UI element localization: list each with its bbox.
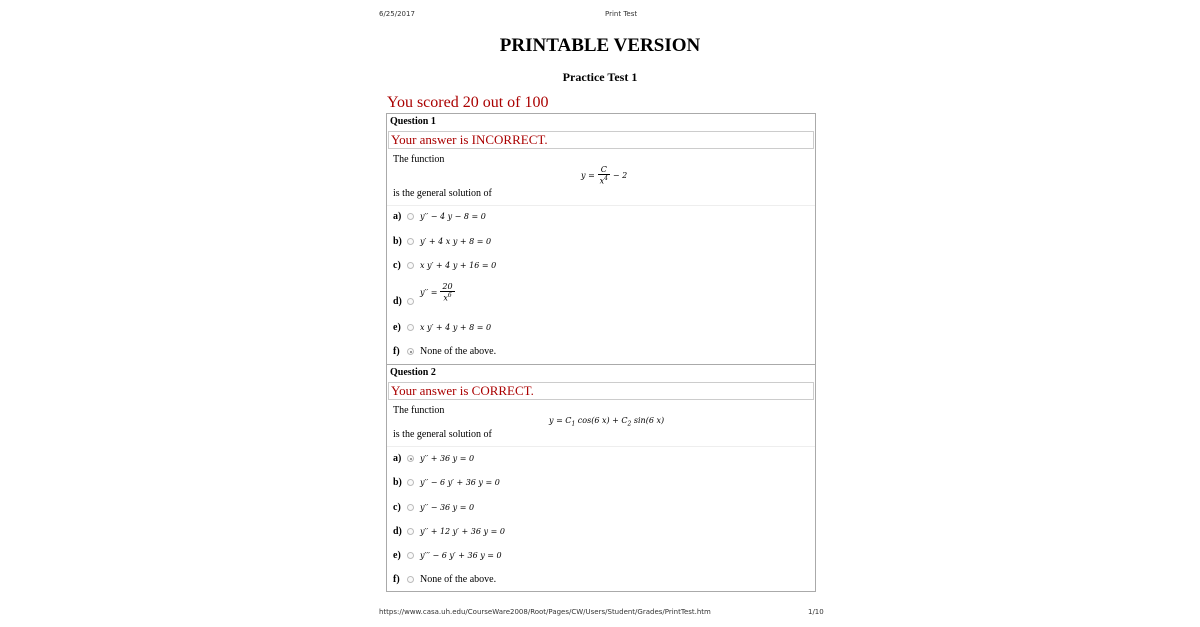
fraction-denominator: $x^6$ [443, 292, 452, 303]
option-text: y′′ − 6 y′ + 36 y = 0 [420, 478, 500, 487]
option-c[interactable] [393, 502, 474, 513]
radio-button-selected[interactable] [407, 348, 414, 355]
fraction-denominator: $x^4$ [599, 175, 608, 186]
option-f[interactable] [393, 574, 496, 585]
radio-button[interactable] [407, 298, 414, 305]
radio-button[interactable] [407, 552, 414, 559]
test-name: Practice Test 1 [562, 70, 638, 84]
option-b[interactable] [393, 236, 491, 247]
question-2-verdict: Your answer is CORRECT. [388, 382, 814, 400]
page-url: https://www.casa.uh.edu/CourseWare2008/Root/Pages/CW/Users/Student/Grades/PrintTest.htm [379, 608, 711, 616]
option-letter: a) [393, 211, 402, 222]
option-d[interactable] [393, 282, 455, 309]
option-text: y′′ − 36 y = 0 [420, 503, 475, 512]
option-text: None of the above. [420, 346, 497, 357]
option-text: x y′ + 4 y + 16 = 0 [420, 261, 497, 270]
print-date: 6/25/2017 [379, 10, 415, 18]
prompt-outro: is the general solution of [393, 188, 492, 199]
print-header-title: Print Test [605, 10, 638, 18]
function-formula: $y = C_1$ cos(6 $x) + C_2$ sin(6 x) [549, 416, 665, 428]
option-letter: b) [393, 236, 402, 247]
question-1-label: Question 1 [390, 116, 436, 127]
radio-button[interactable] [407, 324, 414, 331]
formula-tail: − 2 [612, 170, 628, 180]
option-letter: f) [393, 574, 400, 585]
radio-button-selected[interactable] [407, 455, 414, 462]
radio-button[interactable] [407, 576, 414, 583]
prompt-intro: The function [393, 154, 445, 165]
question-2-prompt [387, 400, 815, 447]
radio-button[interactable] [407, 504, 414, 511]
radio-button[interactable] [407, 238, 414, 245]
page-title: PRINTABLE VERSION [499, 35, 701, 56]
option-letter: d) [393, 526, 402, 537]
option-a[interactable] [393, 453, 474, 464]
option-text: None of the above. [420, 574, 497, 585]
radio-button[interactable] [407, 528, 414, 535]
option-letter: e) [393, 322, 401, 333]
option-letter: f) [393, 346, 400, 357]
option-c[interactable] [393, 260, 496, 271]
option-letter: a) [393, 453, 402, 464]
radio-button[interactable] [407, 479, 414, 486]
formula-lhs: y′′ = [420, 287, 438, 297]
option-letter: c) [393, 260, 401, 271]
prompt-outro: is the general solution of [393, 429, 492, 440]
page-number: 1/10 [808, 608, 824, 616]
option-e[interactable] [393, 550, 502, 561]
option-d[interactable] [393, 526, 505, 537]
prompt-intro: The function [393, 405, 445, 416]
option-f[interactable] [393, 346, 496, 357]
option-text: y′ + 4 x y + 8 = 0 [420, 237, 492, 246]
function-formula [581, 165, 627, 186]
option-b[interactable] [393, 477, 500, 488]
option-a[interactable] [393, 211, 486, 222]
radio-button[interactable] [407, 213, 414, 220]
option-text: x y′ + 4 y + 8 = 0 [420, 323, 492, 332]
option-text: y′′ − 4 y − 8 = 0 [420, 212, 486, 221]
option-text: y′′ + 36 y = 0 [420, 454, 475, 463]
option-e[interactable] [393, 322, 491, 333]
option-formula [420, 282, 455, 303]
option-text: y′′′ − 6 y′ + 36 y = 0 [420, 551, 502, 560]
question-1-prompt [387, 149, 815, 206]
formula-fraction [598, 165, 610, 186]
option-letter: d) [393, 295, 402, 307]
radio-button[interactable] [407, 262, 414, 269]
formula-fraction [440, 282, 454, 303]
fraction-numerator: 20 [442, 282, 453, 291]
question-2-box [386, 364, 816, 592]
option-letter: b) [393, 477, 402, 488]
question-1-box [386, 113, 816, 365]
option-letter: c) [393, 502, 401, 513]
score-text: You scored 20 out of 100 [387, 94, 549, 111]
fraction-numerator: C [598, 165, 610, 175]
option-letter: e) [393, 550, 401, 561]
formula-lhs: y = [581, 170, 595, 180]
option-text: y′′ + 12 y′ + 36 y = 0 [420, 527, 505, 536]
question-2-label: Question 2 [390, 367, 436, 378]
question-1-verdict: Your answer is INCORRECT. [388, 131, 814, 149]
